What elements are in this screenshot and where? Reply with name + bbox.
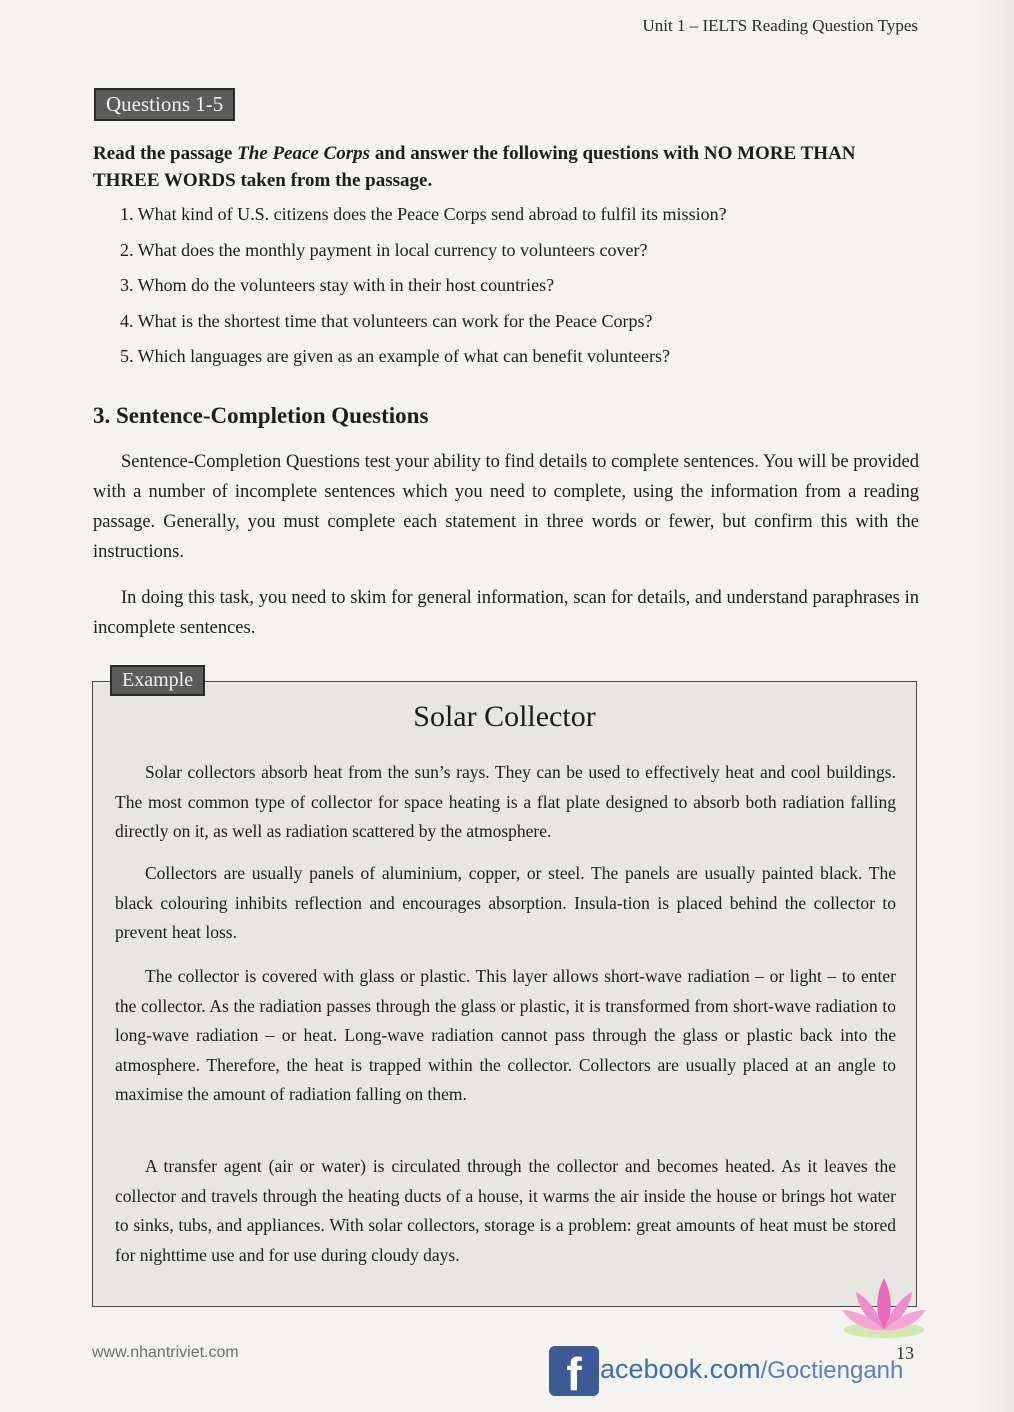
question-item: 1. What kind of U.S. citizens does the Peace Corps send abroad to fulfil its mission? (120, 204, 727, 224)
body-paragraph: Sentence-Completion Questions test your ability to find details to complete sentences. You will be provided with a number of incomplete sentences which you need to complete, using the information from a reading passage. Generally, you must complete each statement in three words or fewer, but confirm this with the instructions. (93, 452, 919, 562)
facebook-link[interactable] (600, 1354, 903, 1385)
question-item: 5. Which languages are given as an example of what can benefit volunteers? (120, 346, 670, 366)
lotus-icon (834, 1268, 934, 1348)
facebook-link-domain: acebook.com (600, 1354, 761, 1384)
page-number: 13 (896, 1343, 914, 1363)
question-item: 4. What is the shortest time that volunteers can work for the Peace Corps? (120, 310, 653, 331)
facebook-link-path: /Goctienganh (760, 1357, 904, 1384)
question-list (120, 200, 910, 378)
section-heading: 3. Sentence-Completion Questions (93, 403, 429, 428)
body-paragraph: In doing this task, you need to skim for general information, scan for details, and understand paraphrases in incomplete sentences. (93, 588, 919, 638)
example-paragraph: Collectors are usually panels of aluminium, copper, or steel. The panels are usually painted black. The black colouring inhibits reflection and encourages absorption. Insula-tion is placed behind the collector to prevent heat loss. (115, 863, 896, 942)
example-title: Solar Collector (413, 700, 596, 733)
scan-shadow (974, 0, 1014, 1412)
question-item: 2. What does the monthly payment in local currency to volunteers cover? (120, 239, 648, 260)
instructions-text-1: Read the passage (93, 143, 238, 164)
example-paragraph: Solar collectors absorb heat from the sun’s rays. They can be used to effectively heat and cool buildings. The most common type of collector for space heating is a flat plate designed to absorb both radiation falling directly on it, as well as radiation scattered by the atmosphere. (115, 762, 896, 841)
example-paragraph: The collector is covered with glass or plastic. This layer allows short-wave radiation – or light – to enter the collector. As the radiation passes through the glass or plastic, it is transformed from short-wave radiation to long-wave radiation – or heat. Long-wave radiation cannot pass through the glass or plastic back into the atmosphere. Therefore, the heat is trapped within the collector. Collectors are usually placed at an angle to maximise the amount of radiation falling on them. (115, 966, 896, 1104)
passage-title-italic: The Peace Corps (237, 143, 371, 164)
instructions-text-2: and answer the following questions with NO MORE THAN THREE WORDS taken from the passage. (93, 143, 856, 191)
questions-tag: Questions 1-5 (94, 88, 235, 121)
footer-url: www.nhantriviet.com (92, 1344, 239, 1361)
instructions (93, 140, 919, 194)
running-header: Unit 1 – IELTS Reading Question Types (642, 16, 918, 35)
example-tag: Example (110, 665, 205, 696)
question-item: 3. Whom do the volunteers stay with in their host countries? (120, 275, 555, 295)
example-paragraph: A transfer agent (air or water) is circulated through the collector and becomes heated. As it leaves the collector and travels through the heating ducts of a house, it warms the air inside the house or brings hot water to sinks, tubs, and appliances. With solar collectors, storage is a problem: great amounts of heat must be stored for nighttime use and for use during cloudy days. (115, 1156, 896, 1265)
facebook-icon: f (549, 1346, 599, 1396)
example-box (92, 681, 917, 1307)
